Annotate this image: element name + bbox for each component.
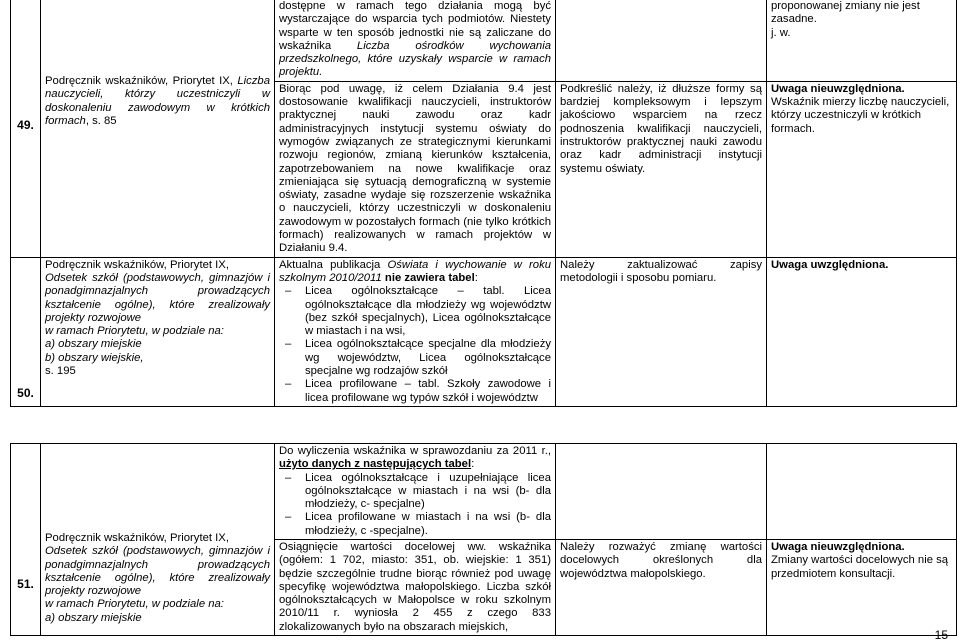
list-item: – Licea ogólnokształcące specjalne dla młodzieży wg województw, Licea ogólnokształcące specjalne wg rodzajów szkół [279, 338, 551, 378]
proposal-cell-51: Należy rozważyć zmianę wartości docelowych określonych dla województwa małopolskiego. [556, 539, 767, 635]
missing-tables-list [279, 285, 551, 405]
status-text-49: Wskaźnik mierzy liczbę nauczycieli, którzy uczestniczyli w krótkich formach. [771, 96, 950, 135]
list-item: – Licea ogólnokształcące i uzupełniające licea ogólnokształcące w miastach i na wsi (b- dla młodzieży, c- specjalne) [279, 472, 551, 512]
list-item: – Licea profilowane w miastach i na wsi (b- dla młodzieży, c -specjalne). [279, 511, 551, 538]
status-cont-jw: j. w. [771, 26, 791, 39]
row-number-49: 49. [11, 0, 41, 257]
status-cont-cell [767, 0, 957, 81]
comment-cell-49: Biorąc pod uwagę, iż celem Działania 9.4 jest dostosowanie kwalifikacji nauczycieli, instruktorów praktycznej nauki zawodu oraz kadr administracyjnych instytucji systemu oświaty do wymogów związanych ze strategicznymi kierunkami rozwoju regionów, zmianą kierunków kształcenia, zapotrzebowaniem na nowe kwalifikacje oraz zmieniająca się sytuacją demograficzną w systemie oświaty, zasadne wydaje się rozszerzenie wskaźnika o nauczycieli, którzy uczestniczyli w doskonaleniu zawodowym w pozostałych formach (nie tylko krótkich formach) realizowanych w ramach projektów w Działaniu 9.4. [275, 81, 556, 257]
list-item: – Licea ogólnokształcące – tabl. Licea ogólnokształcące dla młodzieży wg województw (bez szkół specjalnych), Licea ogólnokształcące w miastach i na wsi, [279, 285, 551, 338]
used-tables-list [279, 472, 551, 538]
status-text-51: Zmiany wartości docelowych nie są przedmiotem konsultacji. [771, 554, 949, 580]
status-cont-text: proponowanej zmiany nie jest zasadne. [771, 0, 920, 26]
table-row-50-cont [11, 443, 957, 539]
comment-cont-cell-50: Do wyliczenia wskaźnika w sprawozdaniu za 2011 r., użyto danych z następujących tabel: – Licea ogólnokształcące i uzupełniające licea ogólnokształcące w miastach i na wsi (b- dla młodzieży, c- specjalne) – Licea profilowane w miastach i na wsi (b- dla młodzieży, c -specjalne). [275, 443, 556, 539]
proposal-cell-49: Podkreślić należy, iż dłuższe formy są bardziej kompleksowym i lepszym jakościowo wsparciem na rzecz podnoszenia kwalifikacji nauczycieli, instruktorów praktycznej nauki zawodu oraz kadr administracji instytucji systemu oświaty. [556, 81, 767, 257]
proposal-cont-cell [556, 0, 767, 81]
consultation-table [10, 0, 957, 636]
comment-cont-cell: dostępne w ramach tego działania mogą być wystarczające do wsparcia tych podmiotów. Niestety wsparte w ten sposób jednostki nie są zaliczane do wskaźnika Liczba ośrodków wychowania przedszkolnego, które uzyskały wsparcie w ramach projektu. [275, 0, 556, 81]
table-row-50 [11, 257, 957, 406]
status-label-51: Uwaga nieuwzględniona. [771, 540, 905, 553]
list-item: – Licea profilowane – tabl. Szkoły zawodowe i licea profilowane wg typów szkół i województw [279, 378, 551, 405]
source-cell-50: Podręcznik wskaźników, Priorytet IX, Odsetek szkół (podstawowych, gimnazjów i ponadgimnazjalnych prowadzących kształcenie ogólne), które zrealizowały projekty rozwojowe w ramach Priorytetu, w podziale na: a) obszary miejskie b) obszary wiejskie, s. 195 [41, 257, 275, 406]
status-cont-cell-50 [767, 443, 957, 539]
proposal-cont-cell-50 [556, 443, 767, 539]
page-gap [11, 406, 957, 443]
proposal-cell-50: Należy zaktualizować zapisy metodologii i sposobu pomiaru. [556, 257, 767, 406]
row-number-51: 51. [11, 443, 41, 635]
source-cell-49: Podręcznik wskaźników, Priorytet IX, Liczba nauczycieli, którzy uczestniczyli w doskonaleniu zawodowym w krótkich formach, s. 85 [41, 0, 275, 257]
row-number-50: 50. [11, 257, 41, 406]
comment-cell-50: Aktualna publikacja Oświata i wychowanie w roku szkolnym 2010/2011 nie zawiera tabel: – Licea ogólnokształcące – tabl. Licea ogólnokształcące dla młodzieży wg województw (bez szkół specjalnych), Licea ogólnokształcące w miastach i na wsi, – Licea ogólnokształcące specjalne dla młodzieży wg województw, Licea ogólnokształcące specjalne wg rodzajów szkół – Licea profilowane – tabl. Szkoły zawodowe i licea profilowane wg typów szkół i województw [275, 257, 556, 406]
comment-cell-51: Osiągnięcie wartości docelowej ww. wskaźnika (ogółem: 1 702, miasto: 351, ob. wiejskie: 1 351) będzie szczególnie trudne biorąc również pod uwagę specyfikę województwa małopolskiego. Liczba szkół ogólnokształcących w Małopolsce w roku szkolnym 2010/11 r. wyniosła 2 455 z czego 833 zlokalizowanych było na obszarach miejskich, [275, 539, 556, 635]
page-number: 15 [934, 627, 948, 642]
status-cell-49 [767, 81, 957, 257]
status-label-49: Uwaga nieuwzględniona. [771, 82, 905, 95]
status-cell-51 [767, 539, 957, 635]
table-row-49-top [11, 0, 957, 81]
status-cell-50: Uwaga uwzględniona. [767, 257, 957, 406]
source-cell-51: Podręcznik wskaźników, Priorytet IX, Odsetek szkół (podstawowych, gimnazjów i ponadgimnazjalnych prowadzących kształcenie ogólne), które zrealizowały projekty rozwojowe w ramach Priorytetu, w podziale na: a) obszary miejskie [41, 443, 275, 635]
